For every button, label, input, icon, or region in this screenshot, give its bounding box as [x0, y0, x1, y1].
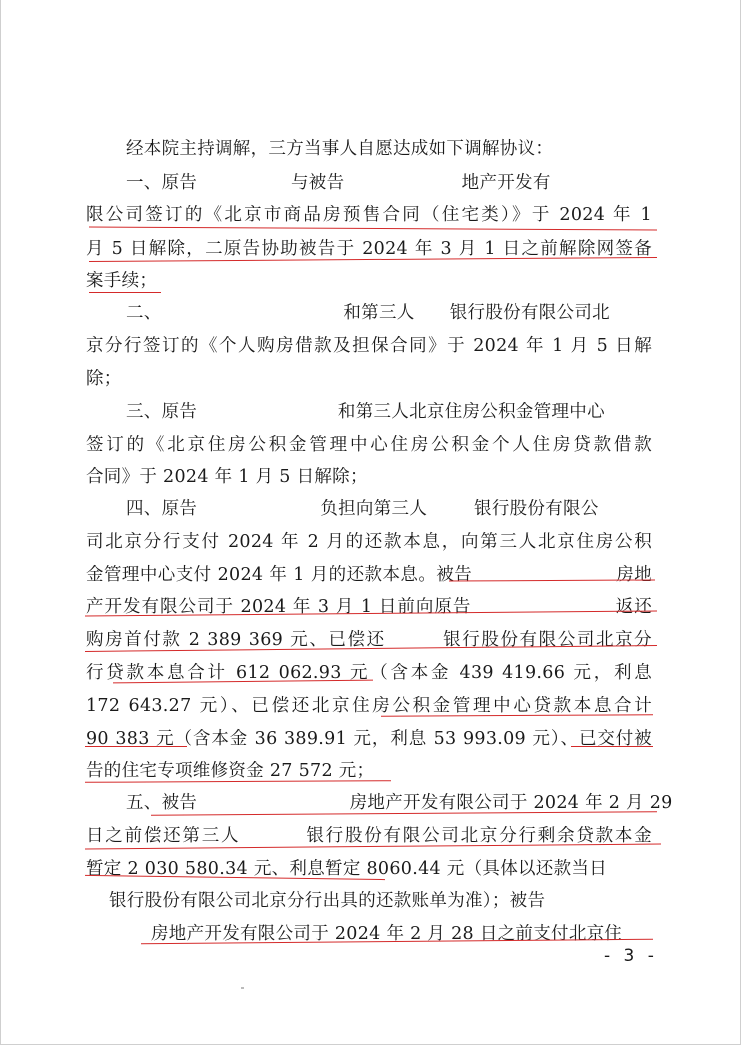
text-line: 金管理中心支付 2024 年 1 月的还款本息。被告 房地	[86, 565, 652, 585]
text-line: 京分行签订的《个人购房借款及担保合同》于 2024 年 1 月 5 日解	[86, 336, 652, 356]
text-line: 产开发有限公司于 2024 年 3 月 1 日前向原告 返还	[86, 597, 652, 617]
text-line: 经本院主持调解，三方当事人自愿达成如下调解协议：	[126, 139, 554, 159]
text-line: 案手续；	[86, 271, 158, 291]
text-line: 房地产开发有限公司于 2024 年 2 月 28 日之前支付北京住	[151, 924, 623, 944]
text-line: 二、 和第三人 银行股份有限公司北	[126, 303, 610, 323]
text-line: 限公司签订的《北京市商品房预售合同（住宅类）》于 2024 年 1	[86, 205, 652, 225]
text-line: 购房首付款 2 389 369 元、已偿还 银行股份有限公司北京分	[86, 630, 652, 650]
text-line: 月 5 日解除，二原告协助被告于 2024 年 3 月 1 日之前解除网签备	[86, 239, 652, 259]
text-line: 司北京分行支付 2024 年 2 月的还款本息，向第三人北京住房公积	[86, 532, 652, 552]
red-underline	[89, 292, 161, 293]
text-line: 五、被告 房地产开发有限公司于 2024 年 2 月 29	[126, 793, 673, 813]
text-line: 四、原告 负担向第三人 银行股份有限公	[126, 499, 599, 519]
text-line: 银行股份有限公司北京分行出具的还款账单为准）；被告	[109, 891, 546, 911]
text-line: 暂定 2 030 580.34 元、利息暂定 8060.44 元（具体以还款当日	[86, 859, 608, 879]
scan-speck	[241, 987, 244, 989]
text-line: 日之前偿还第三人 银行股份有限公司北京分行剩余贷款本金	[86, 826, 652, 846]
text-line: 一、原告 与被告 地产开发有	[126, 173, 551, 193]
text-line: 三、原告 和第三人北京住房公积金管理中心	[126, 402, 605, 422]
page-number: - 3 -	[604, 946, 658, 966]
text-line: 合同》于 2024 年 1 月 5 日解除；	[86, 467, 368, 487]
text-line: 签订的《北京住房公积金管理中心住房公积金个人住房贷款借款	[86, 435, 652, 455]
red-underline	[571, 746, 653, 747]
text-line: 除；	[86, 369, 122, 389]
red-underline	[85, 746, 187, 747]
text-line: 告的住宅专项维修资金 27 572 元；	[86, 761, 375, 781]
text-line: 90 383 元（含本金 36 389.91 元，利息 53 993.09 元）、已交付被	[86, 729, 652, 749]
text-line: 行贷款本息合计 612 062.93 元（含本金 439 419.66 元，利息	[86, 663, 652, 683]
red-underline	[89, 227, 657, 231]
text-line: 172 643.27 元）、已偿还北京住房公积金管理中心贷款本息合计	[86, 696, 652, 716]
